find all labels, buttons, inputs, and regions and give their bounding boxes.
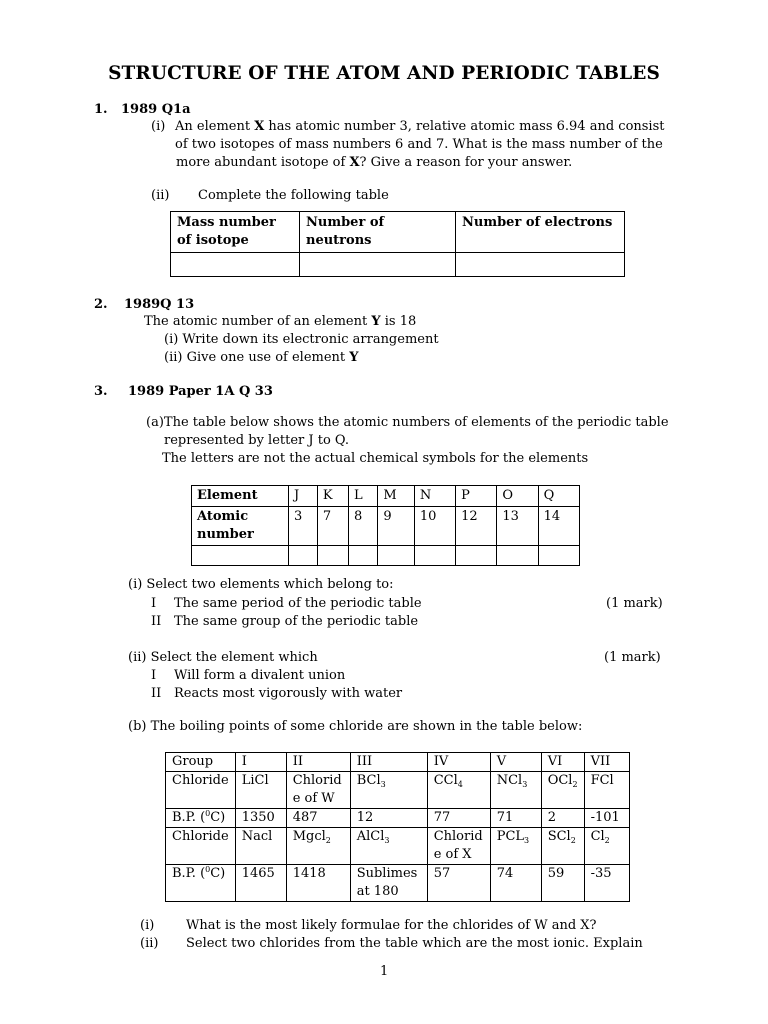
q3-ii-mark: (1 mark)	[604, 650, 661, 665]
q1-i-line3: more abundant isotope of X? Give a reason for your answer.	[176, 155, 573, 170]
group-number: IV	[427, 753, 490, 772]
chloride-formula: Chlorid e of W	[286, 772, 350, 809]
q3-i-mark: (1 mark)	[606, 596, 663, 611]
isotope-col-electrons: Number of electrons	[456, 212, 625, 253]
q3-i-I-num: I	[151, 596, 157, 611]
chloride-formula: AlCl$_3$	[350, 828, 427, 865]
q2-number: 2.	[94, 297, 108, 312]
boiling-point: 74	[490, 865, 541, 902]
element-letter: K	[317, 486, 348, 507]
boiling-point: 487	[286, 809, 350, 828]
isotope-answer-cell[interactable]	[300, 253, 456, 277]
bp-row-label: Chloride	[166, 828, 236, 865]
atomic-number: 10	[414, 507, 455, 546]
chloride-formula: LiCl	[235, 772, 286, 809]
element-letter: M	[378, 486, 414, 507]
q3-ii-II-text: Reacts most vigorously with water	[174, 686, 403, 701]
group-number: V	[490, 753, 541, 772]
atomic-number: 12	[456, 507, 497, 546]
boiling-point: 71	[490, 809, 541, 828]
q1-i-line2: of two isotopes of mass numbers 6 and 7. What is the mass number of the	[175, 137, 663, 152]
isotope-table	[170, 211, 625, 277]
atomic-number: 7	[317, 507, 348, 546]
q3-ii-II-num: II	[151, 686, 162, 701]
q3-i-text: (i) Select two elements which belong to:	[128, 577, 394, 592]
page-number: 1	[380, 964, 389, 979]
element-letter: Q	[538, 486, 579, 507]
element-table	[191, 485, 580, 566]
blank-cell[interactable]	[348, 546, 377, 566]
q3-ii-I-num: I	[151, 668, 157, 683]
bp-row-label: B.P. ($^0$C)	[166, 809, 236, 828]
q3-sub-i-text: What is the most likely formulae for the chlorides of W and X?	[186, 918, 597, 933]
boiling-point: 1350	[235, 809, 286, 828]
element-letter: P	[456, 486, 497, 507]
page-title: STRUCTURE OF THE ATOM AND PERIODIC TABLES	[108, 63, 660, 84]
blank-cell[interactable]	[538, 546, 579, 566]
atomic-number: 13	[497, 507, 538, 546]
boiling-point: 59	[541, 865, 584, 902]
q3-i-II-text: The same group of the periodic table	[174, 614, 419, 629]
blank-cell[interactable]	[497, 546, 538, 566]
boiling-point: 12	[350, 809, 427, 828]
q3-b-text: (b) The boiling points of some chloride are shown in the table below:	[128, 719, 583, 734]
chloride-formula: BCl$_3$	[350, 772, 427, 809]
boiling-point: -35	[584, 865, 629, 902]
q3-number: 3.	[94, 384, 108, 399]
q1-i-label: (i)	[151, 119, 166, 134]
isotope-answer-cell[interactable]	[456, 253, 625, 277]
chloride-formula: $Cl_2$	[584, 828, 629, 865]
element-letter: N	[414, 486, 455, 507]
q1-ii-label: (ii)	[151, 188, 170, 203]
isotope-answer-cell[interactable]	[171, 253, 300, 277]
chloride-formula: $PCL_3$	[490, 828, 541, 865]
boiling-point: 77	[427, 809, 490, 828]
element-letter: O	[497, 486, 538, 507]
q3-ii-I-text: Will form a divalent union	[174, 668, 346, 683]
element-letter: L	[348, 486, 377, 507]
group-number: III	[350, 753, 427, 772]
element-row-label: Element	[192, 486, 289, 507]
q2-i: (i) Write down its electronic arrangement	[164, 332, 439, 347]
chloride-formula: OCl$_2$	[541, 772, 584, 809]
q1-number: 1.	[94, 102, 108, 117]
q1-ii-text: Complete the following table	[198, 188, 389, 203]
group-number: VI	[541, 753, 584, 772]
chloride-formula: Chlorid e of X	[427, 828, 490, 865]
q2-heading: 1989Q 13	[124, 297, 195, 312]
boiling-point: 57	[427, 865, 490, 902]
chloride-formula: Mgcl$_2$	[286, 828, 350, 865]
chloride-formula: NCl$_3$	[490, 772, 541, 809]
blank-cell[interactable]	[414, 546, 455, 566]
atomic-number: 14	[538, 507, 579, 546]
q3-ii-text: (ii) Select the element which	[128, 650, 318, 665]
q3-i-II-num: II	[151, 614, 162, 629]
bp-row-label: Chloride	[166, 772, 236, 809]
atomic-number: 9	[378, 507, 414, 546]
element-letter: J	[289, 486, 318, 507]
group-number: VII	[584, 753, 629, 772]
bp-row-label: Group	[166, 753, 236, 772]
q3-sub-ii-text: Select two chlorides from the table which are the most ionic. Explain	[186, 936, 643, 951]
q2-stem: The atomic number of an element Y is 18	[144, 314, 417, 329]
boiling-point: 1418	[286, 865, 350, 902]
chloride-formula: CCl$_4$	[427, 772, 490, 809]
chloride-formula: Nacl	[235, 828, 286, 865]
boiling-point: 2	[541, 809, 584, 828]
group-number: II	[286, 753, 350, 772]
chloride-formula: FCl	[584, 772, 629, 809]
atomic-number-row-label: Atomic number	[192, 507, 289, 546]
boiling-point: 1465	[235, 865, 286, 902]
q3-a-line3: The letters are not the actual chemical symbols for the elements	[162, 451, 589, 466]
q3-sub-ii-label: (ii)	[140, 936, 159, 951]
q3-heading: 1989 Paper 1A Q 33	[128, 384, 273, 399]
group-number: I	[235, 753, 286, 772]
blank-cell[interactable]	[378, 546, 414, 566]
chloride-formula: SCl$_2$	[541, 828, 584, 865]
q3-sub-i-label: (i)	[140, 918, 155, 933]
atomic-number: 8	[348, 507, 377, 546]
q2-ii: (ii) Give one use of element Y	[164, 350, 359, 365]
q1-heading: 1989 Q1a	[121, 102, 191, 117]
bp-row-label: B.P. ($^0$C)	[166, 865, 236, 902]
q3-a-line1: (a)The table below shows the atomic numbers of elements of the periodic table	[146, 415, 669, 430]
blank-cell[interactable]	[317, 546, 348, 566]
q1-i-line1: An element X has atomic number 3, relative atomic mass 6.94 and consist	[175, 119, 665, 134]
blank-cell[interactable]	[456, 546, 497, 566]
isotope-col-mass: Mass number of isotope	[171, 212, 300, 253]
q3-i-I-text: The same period of the periodic table	[174, 596, 422, 611]
blank-cell[interactable]	[192, 546, 289, 566]
boiling-point: Sublimes at 180	[350, 865, 427, 902]
isotope-col-neutrons: Number of neutrons	[300, 212, 456, 253]
atomic-number: 3	[289, 507, 318, 546]
boiling-point: -101	[584, 809, 629, 828]
boiling-point-table	[165, 752, 630, 902]
blank-cell[interactable]	[289, 546, 318, 566]
q3-a-line2: represented by letter J to Q.	[164, 433, 350, 448]
